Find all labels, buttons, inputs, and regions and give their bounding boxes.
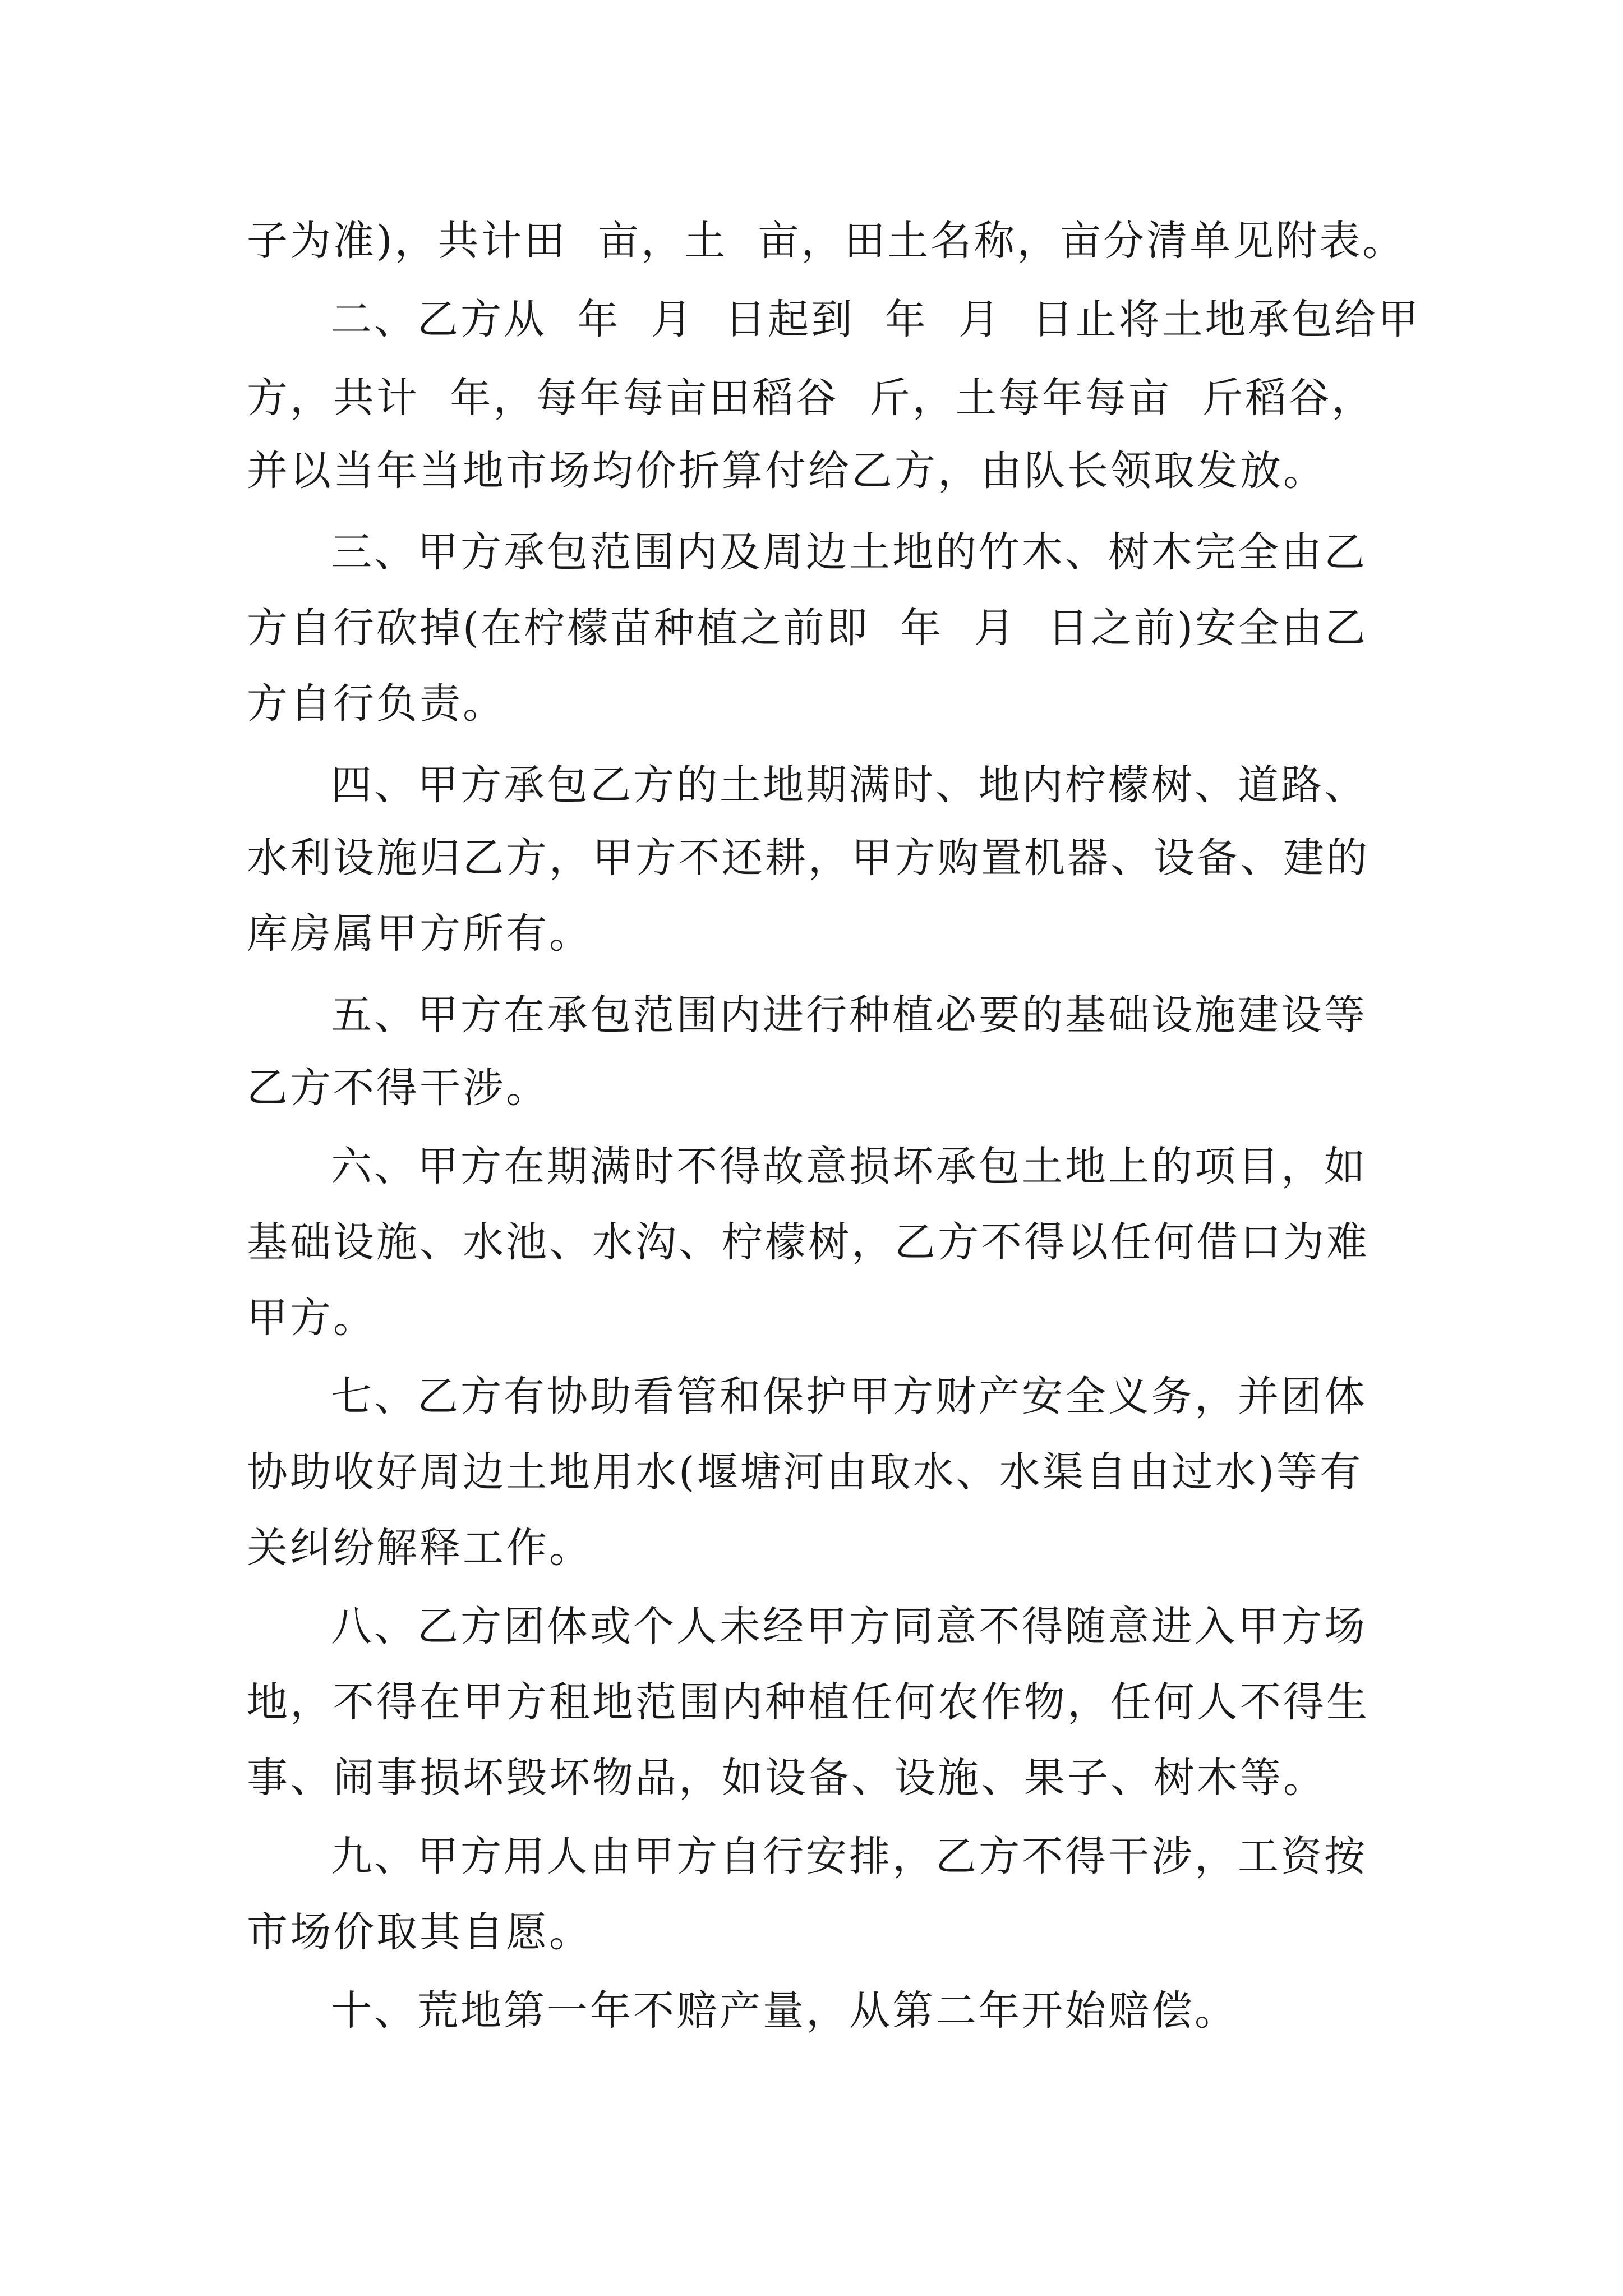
clause-9-line: 九、甲方用人由甲方自行安排，乙方不得干涉，工资按 <box>331 1833 1367 1880</box>
clause-5-line: 五、甲方在承包范围内进行种植必要的基础设施建设等 <box>331 991 1367 1039</box>
clause-6-line: 六、甲方在期满时不得故意损坏承包土地上的项目，如 <box>331 1143 1367 1190</box>
clause-4-line: 四、甲方承包乙方的土地期满时、地内柠檬树、道路、 <box>331 761 1367 809</box>
text-line: 乙方不得干涉。 <box>247 1064 549 1112</box>
text-line: 地，不得在甲方租地范围内种植任何农作物，任何人不得生 <box>247 1678 1370 1726</box>
text-line: 协助收好周边土地用水(堰塘河由取水、水渠自由过水)等有 <box>247 1448 1363 1496</box>
text-line: 库房属甲方所有。 <box>247 910 592 958</box>
text-line: 方自行负责。 <box>247 680 506 728</box>
text-line: 基础设施、水池、水沟、柠檬树，乙方不得以任何借口为难 <box>247 1218 1370 1266</box>
text-line: 市场价取其自愿。 <box>247 1908 592 1956</box>
clause-3-line: 三、甲方承包范围内及周边土地的竹木、树木完全由乙 <box>331 528 1367 576</box>
text-line: 关纠纷解释工作。 <box>247 1524 592 1572</box>
text-line: 并以当年当地市场均价折算付给乙方，由队长领取发放。 <box>247 447 1326 495</box>
text-line: 事、闹事损坏毁坏物品，如设备、设施、果子、树木等。 <box>247 1754 1326 1802</box>
clause-8-line: 八、乙方团体或个人未经甲方同意不得随意进入甲方场 <box>331 1603 1367 1650</box>
clause-2-line: 二、乙方从 年 月 日起到 年 月 日止将土地承包给甲 <box>331 296 1421 343</box>
clause-10-line: 十、荒地第一年不赔产量，从第二年开始赔偿。 <box>331 1987 1238 2035</box>
text-line: 子为准)，共计田 亩，土 亩，田土名称，亩分清单见附表。 <box>247 217 1406 265</box>
text-line: 方，共计 年，每年每亩田稻谷 斤，土每年每亩 斤稻谷， <box>247 374 1375 422</box>
text-line: 方自行砍掉(在柠檬苗种植之前即 年 月 日之前)安全由乙 <box>247 604 1368 652</box>
text-line: 水利设施归乙方，甲方不还耕，甲方购置机器、设备、建的 <box>247 834 1370 882</box>
text-line: 甲方。 <box>247 1294 376 1342</box>
clause-7-line: 七、乙方有协助看管和保护甲方财产安全义务，并团体 <box>331 1373 1367 1420</box>
